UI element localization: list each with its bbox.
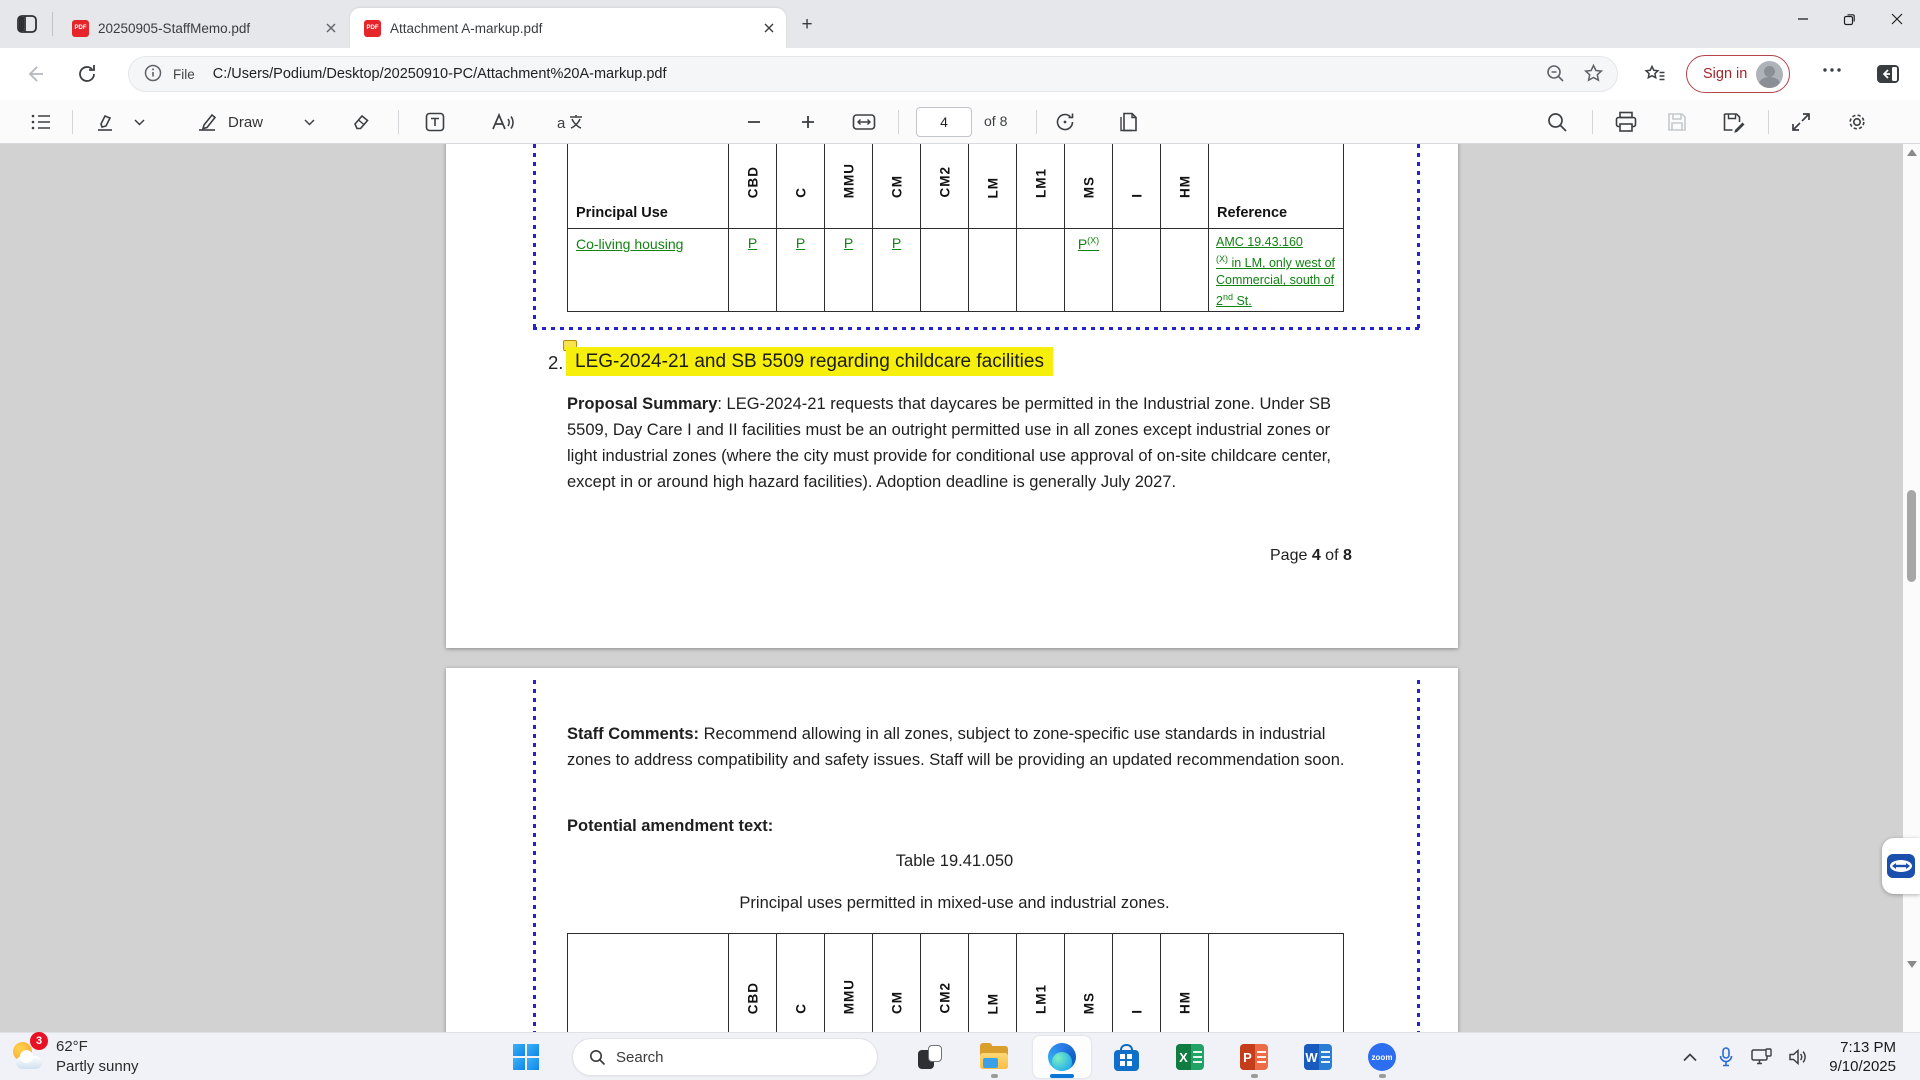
permit-cell: P [872, 229, 920, 311]
markup-dotted-border [1417, 144, 1420, 328]
zoom-out-page-icon[interactable] [1545, 63, 1567, 85]
toolbar-divider [72, 110, 73, 134]
zone-header: CM2 [920, 144, 968, 229]
eraser-icon[interactable] [350, 110, 372, 134]
table-title: Table 19.41.050 [895, 852, 1014, 870]
sidebar-toggle-icon[interactable] [1876, 63, 1898, 85]
tab-actions-menu-icon[interactable] [14, 11, 40, 37]
zone-header: LM1 [1016, 934, 1064, 1032]
tab-attachment-markup[interactable] [350, 8, 786, 48]
amendment-label: Potential amendment text: [567, 817, 774, 835]
print-icon[interactable] [1614, 110, 1638, 134]
running-indicator [1379, 1074, 1386, 1078]
toolbar-divider [398, 110, 399, 134]
page-total-label: of 8 [984, 113, 1008, 129]
page-footer: Page 4 of 8 [1270, 547, 1352, 564]
search-placeholder: Search [616, 1048, 664, 1066]
column-header-principal-use: Principal Use [568, 144, 728, 229]
close-window-button[interactable] [1873, 0, 1920, 38]
section-title-highlighted: LEG-2024-21 and SB 5509 regarding childcare facilities [566, 347, 1053, 376]
translate-icon[interactable] [556, 110, 584, 134]
scrollbar-track[interactable] [1903, 144, 1920, 1032]
zone-header: MMU [824, 144, 872, 229]
task-view-button[interactable] [914, 1041, 946, 1073]
table-of-contents-icon[interactable] [30, 110, 52, 134]
running-indicator [1251, 1074, 1258, 1078]
pdf-toolbar [0, 100, 1920, 144]
microsoft-store-button[interactable] [1110, 1041, 1142, 1073]
fullscreen-icon[interactable] [1790, 110, 1812, 134]
store-icon [1113, 1044, 1140, 1071]
zoning-table-colliving [567, 144, 1344, 312]
profile-avatar [1756, 61, 1783, 88]
highlighter-icon[interactable] [94, 110, 116, 134]
tab-divider [52, 12, 53, 36]
zone-header: CBD [728, 934, 776, 1032]
zone-header: CM [872, 934, 920, 1032]
window-controls [1779, 0, 1920, 48]
zone-header: C [776, 144, 824, 229]
zoom-in-icon[interactable] [800, 110, 816, 134]
zone-header: CM [872, 144, 920, 229]
settings-menu-icon[interactable] [1822, 66, 1844, 88]
permit-cell [1016, 229, 1064, 311]
zoom-button[interactable] [1366, 1041, 1398, 1073]
word-icon: W [1304, 1044, 1332, 1070]
new-tab-button[interactable]: + [801, 14, 813, 35]
weather-temp: 62°F [56, 1038, 88, 1055]
markup-dotted-border [533, 680, 536, 1032]
url-text: C:/Users/Podium/Desktop/20250910-PC/Attachment%20A-markup.pdf [212, 66, 667, 82]
back-icon [24, 63, 46, 85]
empty-header-cell [568, 934, 728, 1032]
section-number: 2. [548, 352, 564, 373]
teamviewer-dock-icon[interactable] [1882, 838, 1920, 894]
highlighter-dropdown-icon[interactable] [134, 110, 145, 134]
permit-cell [968, 229, 1016, 311]
word-button[interactable] [1302, 1041, 1334, 1073]
markup-dotted-border [533, 144, 536, 328]
tab-strip [0, 0, 1920, 48]
read-aloud-icon[interactable] [490, 110, 516, 134]
permit-cell [920, 229, 968, 311]
zoom-app-icon: zoom [1368, 1043, 1396, 1071]
staff-comments-paragraph: Staff Comments: Recommend allowing in all zones, subject to zone-specific use standards in industrial zones to address compatibility and safety issues. Staff will be providing an updated recommendation soon. [567, 725, 1345, 769]
reference-link[interactable]: AMC 19.43.160 $^{(X)}$ in LM, only west of Commercial, south of 2nd St. [1216, 235, 1335, 309]
powerpoint-icon: P [1240, 1044, 1268, 1070]
url-field[interactable] [128, 56, 1618, 92]
search-icon [589, 1049, 606, 1066]
tab-title: Attachment A-markup.pdf [390, 20, 543, 36]
reference-cell [1208, 229, 1343, 311]
column-header-reference: Reference [1208, 144, 1343, 229]
minimize-button[interactable] [1779, 0, 1826, 38]
save-icon [1666, 110, 1688, 134]
edge-active-indicator [1050, 1074, 1074, 1078]
pdf-file-icon: PDF [364, 20, 381, 37]
clock[interactable] [1829, 1038, 1896, 1076]
system-tray [1675, 1033, 1920, 1080]
weather-icon [10, 1035, 48, 1076]
microphone-icon[interactable] [1711, 1042, 1741, 1072]
tray-date: 9/10/2025 [1829, 1058, 1896, 1075]
toolbar-divider [1768, 110, 1769, 134]
pdf-content-area[interactable] [0, 144, 1920, 1032]
weather-widget[interactable] [10, 1033, 210, 1080]
toolbar-divider [898, 110, 899, 134]
taskbar [0, 1032, 1920, 1080]
draw-label[interactable]: Draw [228, 113, 264, 131]
draw-pen-icon[interactable] [196, 110, 218, 134]
zone-header: C [776, 934, 824, 1032]
edge-button[interactable] [1046, 1041, 1078, 1073]
pdf-settings-gear-icon[interactable] [1846, 110, 1868, 134]
folder-icon [980, 1046, 1008, 1069]
permit-cell: P [776, 229, 824, 311]
file-explorer-button[interactable] [978, 1041, 1010, 1073]
toolbar-divider [1592, 110, 1593, 134]
rotate-icon[interactable] [1054, 110, 1076, 134]
zone-header: LM [968, 144, 1016, 229]
start-button[interactable] [512, 1043, 539, 1070]
address-bar [0, 48, 1920, 100]
task-view-icon [917, 1044, 943, 1070]
tray-time: 7:13 PM [1840, 1039, 1896, 1056]
scrollbar-thumb[interactable] [1907, 490, 1916, 582]
zone-header: HM [1160, 144, 1208, 229]
search-document-icon[interactable] [1546, 110, 1568, 134]
edge-icon [1048, 1043, 1076, 1071]
zoom-out-icon[interactable] [746, 110, 762, 134]
page-view-icon[interactable] [1118, 110, 1140, 134]
network-display-icon[interactable] [1747, 1042, 1777, 1072]
weather-condition: Partly sunny [56, 1058, 139, 1075]
hidden-icons-chevron[interactable] [1675, 1042, 1705, 1072]
colliving-link[interactable]: Co-living housing [576, 236, 684, 252]
file-protocol-label: File [173, 66, 195, 82]
sign-in-button[interactable] [1686, 55, 1790, 93]
table-row-use [568, 229, 728, 311]
empty-header-cell [1208, 934, 1343, 1032]
scrollbar-up-arrow[interactable] [1907, 149, 1917, 156]
excel-icon: X [1176, 1044, 1204, 1070]
zone-header: MS [1064, 934, 1112, 1032]
add-text-icon[interactable] [424, 110, 446, 134]
tab-close-icon[interactable] [760, 19, 778, 37]
page-number-input[interactable] [916, 107, 972, 137]
zone-header: MS [1064, 144, 1112, 229]
running-indicator [991, 1074, 998, 1078]
zone-header: MMU [824, 934, 872, 1032]
zone-header: LM1 [1016, 144, 1064, 229]
refresh-icon[interactable] [76, 63, 98, 85]
save-as-icon[interactable] [1722, 110, 1746, 134]
volume-icon[interactable] [1783, 1042, 1813, 1072]
fit-to-width-icon[interactable] [852, 110, 876, 134]
info-icon[interactable] [143, 63, 165, 85]
favorites-bar-icon[interactable] [1643, 63, 1665, 85]
permit-cell: P [728, 229, 776, 311]
taskbar-search[interactable] [572, 1038, 878, 1076]
powerpoint-button[interactable] [1238, 1041, 1270, 1073]
excel-button[interactable] [1174, 1041, 1206, 1073]
zone-header: LM [968, 934, 1016, 1032]
zone-header: I [1112, 144, 1160, 229]
scrollbar-down-arrow[interactable] [1907, 961, 1917, 968]
favorite-star-icon[interactable] [1583, 63, 1605, 85]
svg-text:a: a [557, 115, 566, 132]
permit-cell: $P^{(X)}$ [1064, 229, 1112, 311]
pdf-file-icon: PDF [72, 20, 89, 37]
markup-dotted-border [1417, 680, 1420, 1032]
restore-button[interactable] [1826, 0, 1873, 38]
permit-cell: P [824, 229, 872, 311]
tab-title: 20250905-StaffMemo.pdf [98, 20, 251, 36]
draw-dropdown-icon[interactable] [304, 110, 315, 134]
permit-cell [1160, 229, 1208, 311]
tab-staffmemo[interactable] [58, 8, 348, 48]
permit-cell [1112, 229, 1160, 311]
toolbar-divider [1036, 110, 1037, 134]
zoning-table-amendment [567, 933, 1344, 1032]
zone-header: CM2 [920, 934, 968, 1032]
proposal-summary-paragraph: Proposal Summary: LEG-2024-21 requests that daycares be permitted in the Industrial zone. Under SB 5509, Day Care I and II facilities must be an outright permitted use in all zones except industrial zones or light industrial zones (where the city must provide for conditional use approval of on-site childcare center, except in or around high hazard facilities). Adoption deadline is generally July 2027. [567, 395, 1331, 491]
notification-badge: 3 [30, 1032, 48, 1050]
table-caption: Principal uses permitted in mixed-use and industrial zones. [739, 894, 1170, 912]
zone-header: CBD [728, 144, 776, 229]
zone-header: I [1112, 934, 1160, 1032]
cloud-icon [16, 1056, 42, 1069]
tab-close-icon[interactable] [322, 19, 340, 37]
markup-dotted-border [533, 327, 1420, 330]
zone-header: HM [1160, 934, 1208, 1032]
sign-in-label: Sign in [1703, 66, 1748, 82]
